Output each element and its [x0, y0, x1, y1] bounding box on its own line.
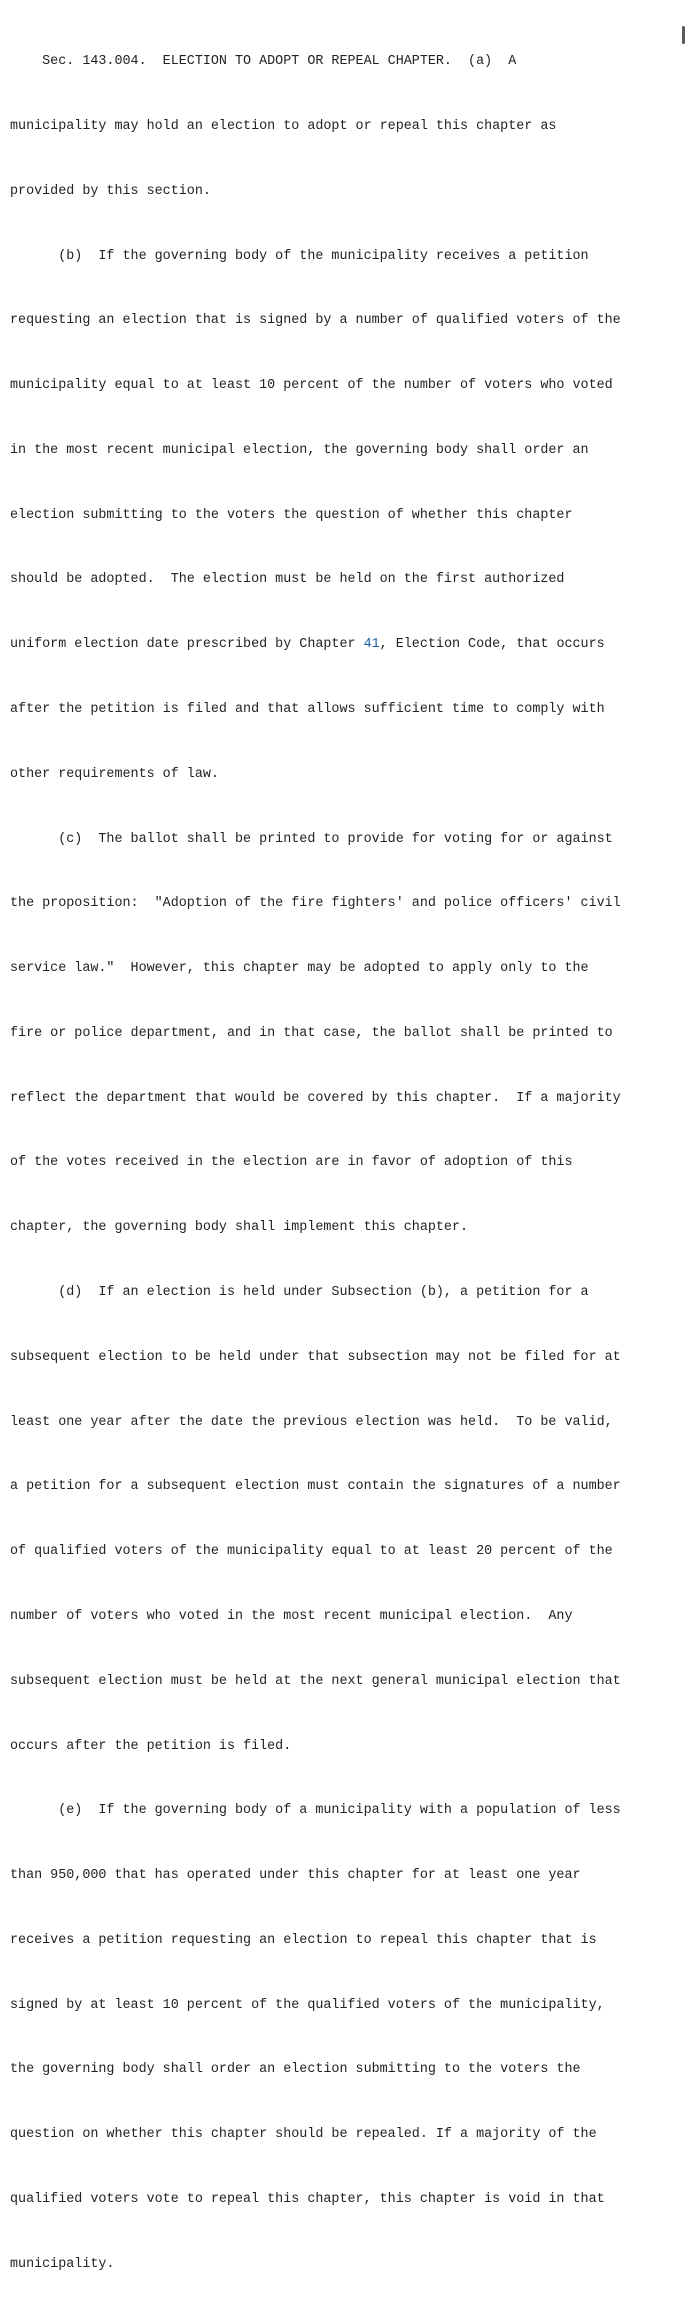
text-line: municipality equal to at least 10 percent of the number of voters who voted [10, 378, 613, 394]
text-line: fire or police department, and in that case, the ballot shall be printed to [10, 1025, 613, 1041]
subsection-d-line: (d) If an election is held under Subsection (b), a petition for a [10, 1285, 589, 1301]
text-line: in the most recent municipal election, the governing body shall order an [10, 442, 589, 458]
text-line: than 950,000 that has operated under this chapter for at least one year [10, 1868, 581, 1884]
section-heading-line: Sec. 143.004. ELECTION TO ADOPT OR REPEAL CHAPTER. (a) A [10, 54, 517, 70]
text-line: chapter, the governing body shall implement this chapter. [10, 1220, 469, 1236]
text-line: the governing body shall order an election submitting to the voters the [10, 2062, 581, 2078]
text-line: subsequent election to be held under that subsection may not be filed for at [10, 1349, 621, 1365]
text-line: a petition for a subsequent election must contain the signatures of a number [10, 1479, 621, 1495]
text-segment: , Election Code, that occurs [379, 637, 605, 653]
text-segment: uniform election date prescribed by Chapter [10, 637, 364, 653]
text-line: of qualified voters of the municipality equal to at least 20 percent of the [10, 1544, 613, 1560]
text-line: of the votes received in the election are in favor of adoption of this [10, 1155, 573, 1171]
text-line: subsequent election must be held at the next general municipal election that [10, 1673, 621, 1689]
text-line: municipality may hold an election to adopt or repeal this chapter as [10, 118, 557, 134]
subsection-b-line: (b) If the governing body of the municipality receives a petition [10, 248, 589, 264]
subsection-e-line: (e) If the governing body of a municipality with a population of less [10, 1803, 621, 1819]
text-line: question on whether this chapter should be repealed. If a majority of the [10, 2127, 597, 2143]
subsection-c-line: (c) The ballot shall be printed to provide for voting for or against [10, 831, 613, 847]
text-line-with-link [10, 634, 685, 656]
text-line: election submitting to the voters the question of whether this chapter [10, 507, 573, 523]
text-line: signed by at least 10 percent of the qualified voters of the municipality, [10, 1997, 605, 2013]
text-line: provided by this section. [10, 183, 211, 199]
text-line: other requirements of law. [10, 766, 219, 782]
text-line: reflect the department that would be covered by this chapter. If a majority [10, 1090, 621, 1106]
text-line: qualified voters vote to repeal this chapter, this chapter is void in that [10, 2191, 605, 2207]
text-line: service law." However, this chapter may be adopted to apply only to the [10, 961, 589, 977]
text-line: occurs after the petition is filed. [10, 1738, 292, 1754]
text-line: the proposition: "Adoption of the fire fighters' and police officers' civil [10, 896, 621, 912]
text-line: should be adopted. The election must be held on the first authorized [10, 572, 565, 588]
text-line: receives a petition requesting an election to repeal this chapter that is [10, 1932, 597, 1948]
text-line: number of voters who voted in the most recent municipal election. Any [10, 1608, 573, 1624]
text-line: after the petition is filed and that allows sufficient time to comply with [10, 702, 605, 717]
text-line: municipality. [10, 2256, 115, 2272]
chapter-41-link[interactable]: 41 [363, 637, 380, 653]
text-line: least one year after the date the previous election was held. To be valid, [10, 1414, 613, 1430]
text-line: requesting an election that is signed by a number of qualified voters of the [10, 313, 621, 329]
